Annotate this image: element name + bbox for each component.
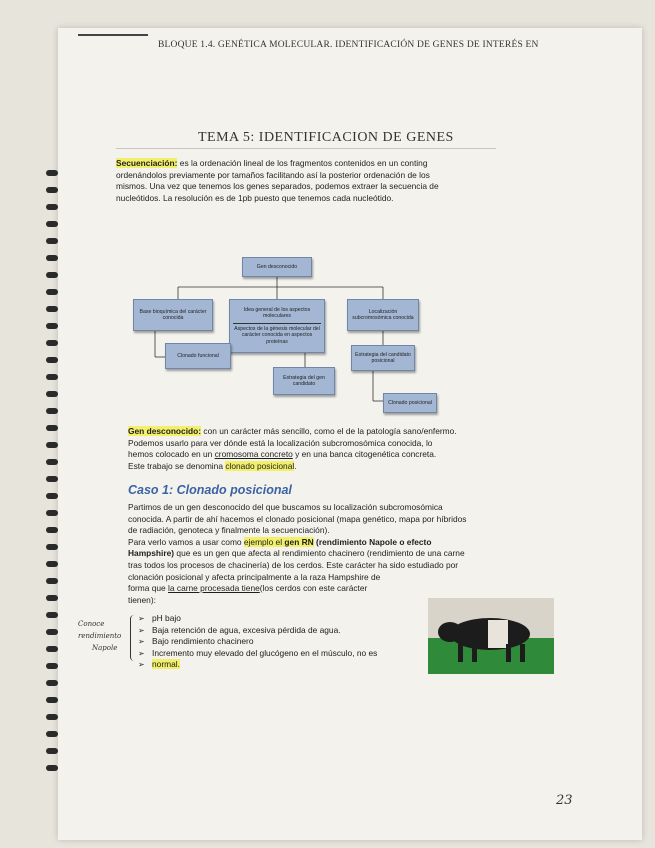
genes-strategy-diagram xyxy=(133,233,473,423)
node-aspectos-label: Aspectos de la génesis molecular del carácter conocida en aspectos proteínas xyxy=(233,323,321,346)
node-gen-desconocido: Gen desconocido xyxy=(242,257,312,277)
list-item: ➢ Incremento muy elevado del glucógeno en el músculo, no es xyxy=(138,648,377,660)
node-estrategia-gen: Estrategia del gen candidato xyxy=(273,367,335,395)
pig-illustration xyxy=(428,598,554,674)
handwritten-note-3: Napole xyxy=(92,644,118,652)
list-item: ➢ normal. xyxy=(138,659,377,671)
node-base-bioquimica: Base bioquímica del carácter conocida xyxy=(133,299,213,331)
hampshire-pig-photo xyxy=(428,598,554,674)
header-rule xyxy=(78,34,148,36)
handwritten-note-2: rendimiento xyxy=(78,632,122,640)
document-page xyxy=(58,28,642,840)
node-clonado-funcional: Clonado funcional xyxy=(165,343,231,369)
caso-title: Caso 1: Clonado posicional xyxy=(128,483,292,497)
page-number: 23 xyxy=(556,793,573,808)
secuenciacion-paragraph: Secuenciación: es la ordenación lineal de los fragmentos contenidos en un conting ordenándolos previamente por tamaños facilitando así la posterior ordenación de los mismos. Una vez que tenemos los genes separados, podemos extraer la secuencia de nucleótidos. La resolución es de 1pb puesto que tenemos cada nucleótido. xyxy=(116,158,439,203)
node-localizacion: Localización subcromosómica conocida xyxy=(347,299,419,331)
gen-desconocido-term: Gen desconocido: xyxy=(128,426,202,436)
node-estrategia-candidato: Estrategia del candidato posicional xyxy=(351,345,415,371)
gen-desconocido-paragraph: Gen desconocido: con un carácter más sencillo, como el de la patología sano/enfermo. Podemos usarlo para ver dónde está la localización subcromosómica conocida, lo hemos colocado en un cromosoma concreto y en una banca citogenética concreta. Este trabajo se denomina clonado posicional. xyxy=(128,426,457,471)
handwritten-brace xyxy=(130,615,137,661)
characteristics-list xyxy=(138,613,377,671)
caso-paragraph: Partimos de un gen desconocido del que buscamos su localización subcromosómica conocida. A partir de ahí hacemos el clonado posicional (mapa genético, mapa por híbridos de radiación, genoteca y finalmente la secuenciación). Para verlo vamos a usar como ejemplo el gen RN (rendimiento Napole o efecto Hampshire) que es un gen que afecta al rendimiento chacinero (rendimiento de una carne tras todos los procesos de chacinería) de los cerdos. Este carácter ha sido estudiado por clonación posicional y afecta principalmente a la raza Hampshire de forma que la carne procesada tiene(los cerdos con este carácter tienen): xyxy=(128,502,467,605)
node-clonado-posicional: Clonado posicional xyxy=(383,393,437,413)
node-idea-general-label: Idea general de los aspectos moleculares xyxy=(243,306,311,320)
list-item: ➢ Bajo rendimiento chacinero xyxy=(138,636,377,648)
list-item: ➢ Baja retención de agua, excesiva pérdida de agua. xyxy=(138,625,377,637)
page-title: TEMA 5: IDENTIFICACION DE GENES xyxy=(198,130,454,145)
title-rule xyxy=(116,148,496,149)
list-item: ➢ pH bajo xyxy=(138,613,377,625)
node-idea-general xyxy=(229,299,325,353)
secuenciacion-term: Secuenciación: xyxy=(116,158,178,168)
handwritten-note-1: Conoce xyxy=(78,620,105,628)
section-header: BLOQUE 1.4. GENÉTICA MOLECULAR. IDENTIFICACIÓN DE GENES DE INTERÉS EN xyxy=(158,40,539,50)
